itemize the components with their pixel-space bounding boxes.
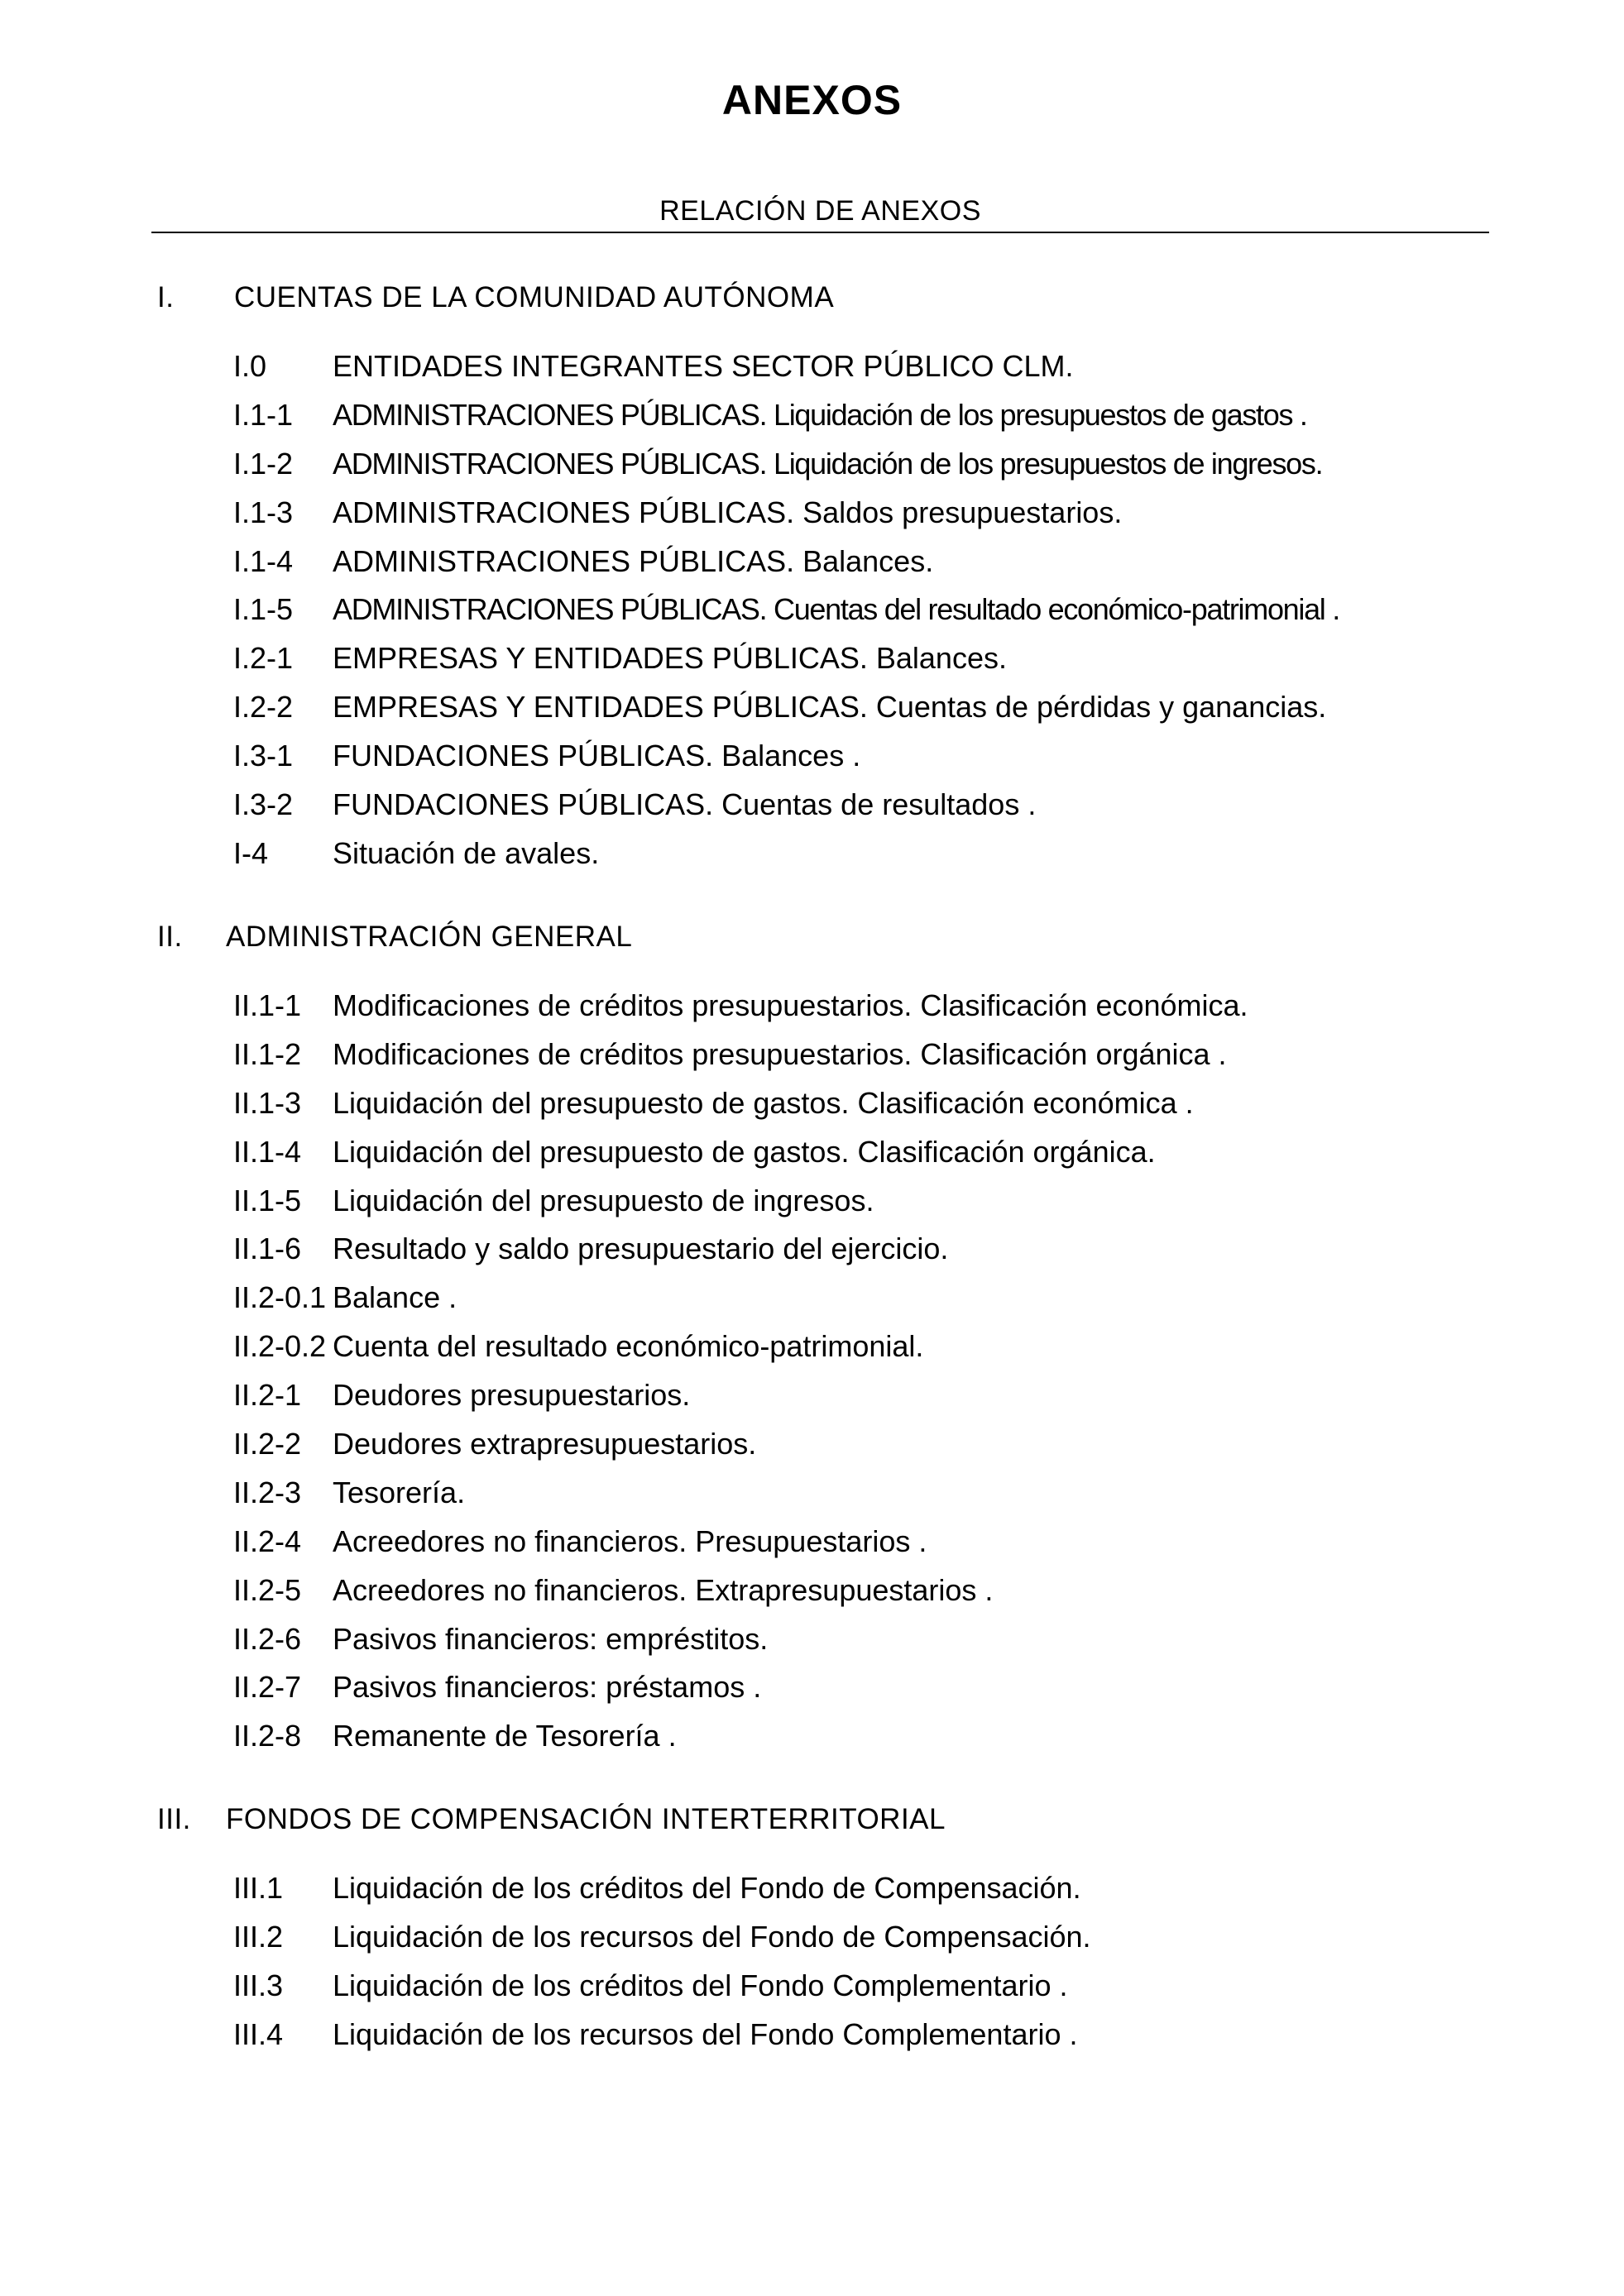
item-code: I.1-3 [233, 495, 294, 529]
section-item-list [157, 349, 1481, 885]
item-text: Acreedores no financieros. Extrapresupuestarios . [333, 1572, 994, 1607]
list-item [157, 349, 1481, 398]
item-code: I.3-2 [233, 787, 294, 822]
item-code: II.2-7 [233, 1670, 302, 1705]
list-item [157, 836, 1481, 885]
list-item [157, 2017, 1481, 2066]
item-text: Liquidación del presupuesto de gastos. Clasificación económica . [333, 1085, 1194, 1120]
section-cuentas-comunidad [157, 281, 1481, 885]
item-code: III.1 [233, 1871, 284, 1905]
item-code: II.1-6 [233, 1232, 302, 1266]
item-code: II.2-0.1 [233, 1280, 327, 1315]
item-code: II.2-3 [233, 1475, 302, 1509]
list-item [157, 592, 1481, 641]
item-text: ADMINISTRACIONES PÚBLICAS. Liquidación de los presupuestos de gastos . [333, 397, 1307, 432]
item-code: I.1-5 [233, 592, 294, 627]
list-item [157, 1670, 1481, 1719]
section-title: CUENTAS DE LA COMUNIDAD AUTÓNOMA [234, 281, 835, 313]
item-code: III.2 [233, 1919, 284, 1954]
item-text: Situación de avales. [333, 835, 600, 870]
item-code: II.2-2 [233, 1427, 302, 1461]
item-text: Liquidación de los créditos del Fondo Complementario . [333, 1968, 1068, 2002]
list-item [157, 988, 1481, 1037]
list-item [157, 1920, 1481, 1968]
item-text: Liquidación de los créditos del Fondo de Compensación. [333, 1871, 1081, 1905]
section-title: ADMINISTRACIÓN GENERAL [226, 921, 633, 953]
list-item [157, 787, 1481, 836]
section-number: III. [157, 1803, 191, 1835]
item-code: II.1-4 [233, 1134, 302, 1169]
item-code: II.1-1 [233, 988, 302, 1022]
item-text: FUNDACIONES PÚBLICAS. Cuentas de resultados . [333, 787, 1037, 822]
item-code: I.1-4 [233, 543, 294, 578]
list-item [157, 1573, 1481, 1622]
list-item [157, 1476, 1481, 1524]
item-code: III.3 [233, 1968, 284, 2002]
item-code: II.2-0.2 [233, 1329, 327, 1364]
list-item [157, 1622, 1481, 1671]
list-item [157, 398, 1481, 447]
item-text: Liquidación de los recursos del Fondo de Compensación. [333, 1919, 1091, 1954]
section-number: I. [157, 281, 175, 313]
subtitle-divider [151, 232, 1489, 233]
item-code: II.2-8 [233, 1719, 302, 1753]
item-code: I.2-1 [233, 641, 294, 676]
item-code: III.4 [233, 2016, 284, 2051]
section-administracion-general [157, 921, 1481, 1767]
list-item [157, 1719, 1481, 1767]
list-item [157, 1871, 1481, 1920]
section-fondos-compensacion [157, 1803, 1481, 2066]
item-text: ADMINISTRACIONES PÚBLICAS. Saldos presupuestarios. [333, 495, 1123, 529]
item-code: II.1-2 [233, 1036, 302, 1071]
list-item [157, 641, 1481, 690]
list-item [157, 1378, 1481, 1427]
item-text: ENTIDADES INTEGRANTES SECTOR PÚBLICO CLM. [333, 349, 1074, 383]
list-item [157, 1968, 1481, 2017]
list-item [157, 1184, 1481, 1232]
item-code: I.0 [233, 349, 267, 383]
item-text: Liquidación del presupuesto de gastos. Clasificación orgánica. [333, 1134, 1156, 1169]
list-item [157, 1524, 1481, 1573]
item-text: Liquidación del presupuesto de ingresos. [333, 1183, 874, 1217]
list-item [157, 447, 1481, 495]
list-item [157, 495, 1481, 544]
item-text: Deudores presupuestarios. [333, 1378, 691, 1413]
section-item-list [157, 1871, 1481, 2066]
item-code: II.2-1 [233, 1378, 302, 1413]
item-text: Cuenta del resultado económico-patrimonial. [333, 1329, 924, 1364]
item-text: ADMINISTRACIONES PÚBLICAS. Liquidación de los presupuestos de ingresos. [333, 446, 1323, 481]
list-item [157, 1232, 1481, 1280]
item-text: ADMINISTRACIONES PÚBLICAS. Cuentas del resultado económico-patrimonial . [333, 592, 1339, 627]
item-text: Liquidación de los recursos del Fondo Complementario . [333, 2016, 1078, 2051]
item-code: II.1-5 [233, 1183, 302, 1217]
item-text: EMPRESAS Y ENTIDADES PÚBLICAS. Cuentas de pérdidas y ganancias. [333, 690, 1327, 725]
item-code: II.2-5 [233, 1572, 302, 1607]
list-item [157, 1427, 1481, 1476]
item-code: I.3-1 [233, 739, 294, 773]
list-item [157, 1135, 1481, 1184]
item-text: EMPRESAS Y ENTIDADES PÚBLICAS. Balances. [333, 641, 1007, 676]
item-code: I.1-1 [233, 397, 294, 432]
item-code: II.1-3 [233, 1085, 302, 1120]
item-text: Remanente de Tesorería . [333, 1719, 677, 1753]
section-item-list [157, 988, 1481, 1767]
list-item [157, 1086, 1481, 1135]
item-code: II.2-6 [233, 1621, 302, 1656]
item-text: Modificaciones de créditos presupuestarios. Clasificación orgánica . [333, 1036, 1227, 1071]
section-heading [157, 921, 1481, 970]
section-number: II. [157, 921, 183, 953]
list-item [157, 544, 1481, 593]
item-text: Balance . [333, 1280, 457, 1315]
item-text: FUNDACIONES PÚBLICAS. Balances . [333, 739, 861, 773]
list-item [157, 1329, 1481, 1378]
item-code: I.1-2 [233, 446, 294, 481]
item-text: ADMINISTRACIONES PÚBLICAS. Balances. [333, 543, 934, 578]
list-item [157, 1280, 1481, 1329]
item-code: I-4 [233, 835, 269, 870]
section-heading [157, 1803, 1481, 1853]
item-text: Pasivos financieros: empréstitos. [333, 1621, 769, 1656]
item-code: II.2-4 [233, 1523, 302, 1558]
page-title: ANEXOS [721, 77, 903, 123]
list-item [157, 690, 1481, 739]
list-item [157, 739, 1481, 787]
item-text: Deudores extrapresupuestarios. [333, 1427, 757, 1461]
list-item [157, 1037, 1481, 1086]
item-text: Pasivos financieros: préstamos . [333, 1670, 762, 1705]
section-title: FONDOS DE COMPENSACIÓN INTERTERRITORIAL [226, 1803, 946, 1835]
section-heading [157, 281, 1481, 331]
item-text: Modificaciones de créditos presupuestarios. Clasificación económica. [333, 988, 1248, 1022]
page-subtitle: RELACIÓN DE ANEXOS [659, 195, 981, 227]
item-text: Tesorería. [333, 1475, 466, 1509]
item-code: I.2-2 [233, 690, 294, 725]
item-text: Resultado y saldo presupuestario del ejercicio. [333, 1232, 949, 1266]
item-text: Acreedores no financieros. Presupuestarios . [333, 1523, 927, 1558]
